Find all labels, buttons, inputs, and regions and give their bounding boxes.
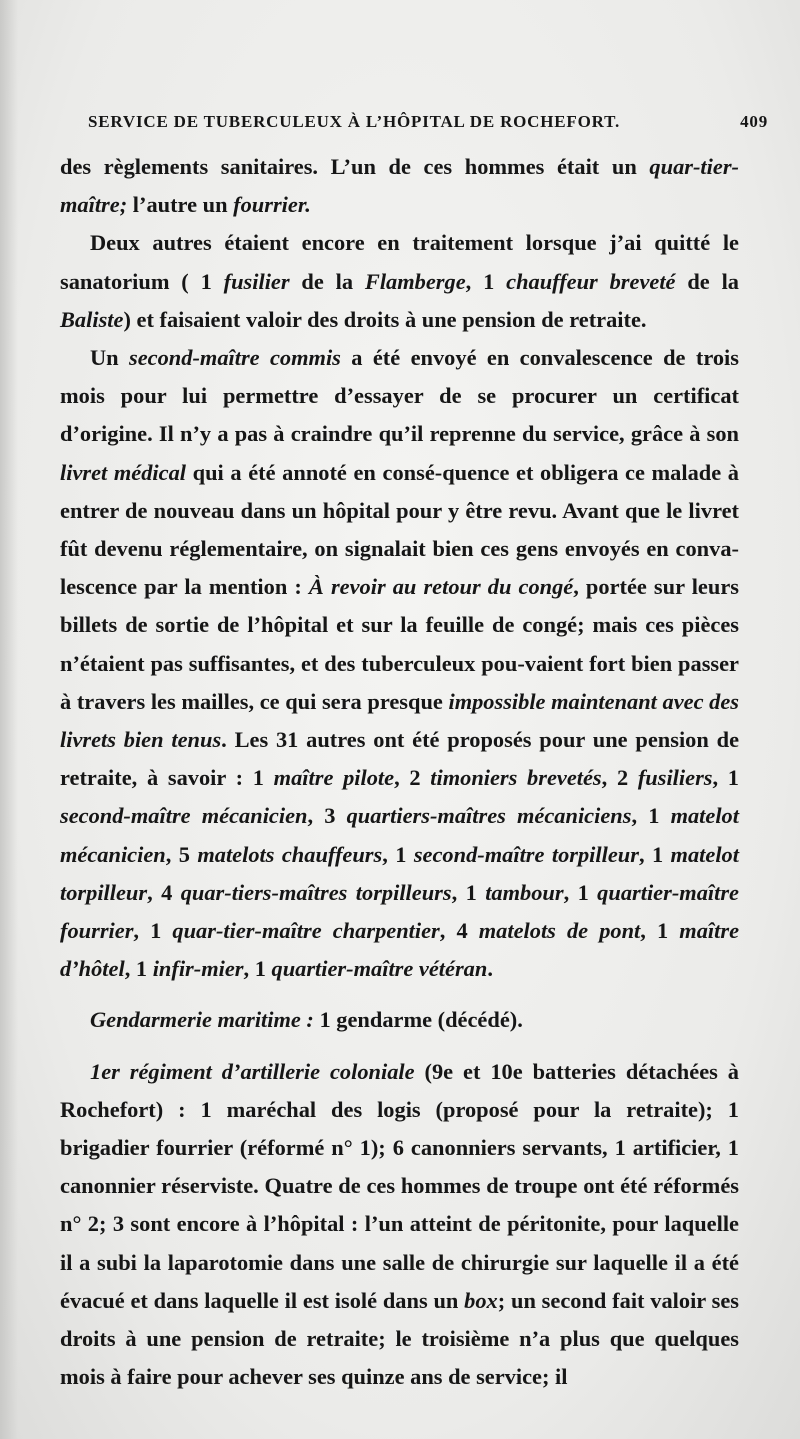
paragraph [60, 1053, 739, 1397]
text-run: , 1 [243, 956, 272, 982]
text-run: , 1 [712, 765, 739, 791]
italic-text: maître pilote [273, 765, 395, 791]
text-run: . Les 31 autres ont été proposés pour une pension de retraite, à savoir : 1 [60, 727, 740, 791]
italic-text: infir-mier [152, 956, 244, 982]
text-run: Un [90, 345, 130, 371]
italic-text: quar-tiers-maîtres torpilleurs [180, 879, 452, 905]
italic-text: box [464, 1287, 498, 1313]
italic-text: quar-tier-maître; [60, 154, 739, 218]
text-run: qui a été annoté en consé-quence et obligera ce malade à entrer de nouveau dans un hôpital pour y être revu. Avant que le livret fût devenu réglementaire, on signalait bien ces gens envoyés en conva-lescence par la mention : [60, 459, 739, 600]
text-run: , portée sur leurs billets de sortie de l’hôpital et sur la feuille de congé; mais ces pièces n’étaient pas suffisantes, et des tuberculeux pou-vaient fort bien passer à travers les mailles, ce qui sera presque [60, 574, 739, 714]
text-run: , 1 [133, 918, 173, 944]
paragraph [60, 339, 739, 988]
text-run: , 4 [147, 879, 181, 905]
paragraph [60, 224, 739, 339]
italic-text: À revoir au retour du congé [308, 574, 574, 600]
text-run: 1 gendarme (décédé). [313, 1007, 523, 1033]
text-run: , 2 [601, 765, 638, 791]
text-run: , 2 [394, 765, 431, 791]
italic-text: livret médical [60, 459, 187, 485]
text-run: , 1 [640, 918, 680, 944]
paragraph [60, 1001, 739, 1039]
italic-text: second-maître torpilleur [413, 841, 639, 867]
text-run: , 5 [165, 841, 198, 867]
body-text [60, 148, 739, 1397]
italic-text: tambour [485, 879, 564, 905]
text-run: (9e et 10e batteries détachées à Rochefort) : 1 maréchal des logis (proposé pour la retraite); 1 brigadier fourrier (réformé n° 1); 6 canonniers servants, 1 artificier, 1 canonnier réserviste. Quatre de ces hommes de troupe ont été réformés n° 2; 3 sont encore à l’hôpital : l’un atteint de péritonite, pour laquelle il a subi la laparotomie dans une salle de chirurgie sur laquelle il a été évacué et dans laquelle il est isolé dans un [60, 1058, 739, 1313]
text-run: , 1 [465, 268, 507, 294]
text-run: , 1 [638, 841, 671, 867]
running-title: SERVICE DE TUBERCULEUX À L’HÔPITAL DE ROCHEFORT. [88, 112, 621, 131]
italic-text: fourrier. [233, 192, 311, 218]
text-run: des règlements sanitaires. L’un de ces hommes était un [60, 154, 650, 179]
text-run: , 1 [382, 841, 414, 867]
text-run: a été envoyé en convalescence de trois mois pour lui permettre d’essayer de se procurer un certificat d’origine. Il n’y a pas à craindre qu’il reprenne du service, grâce à son [60, 345, 739, 447]
italic-text: Baliste [60, 306, 124, 332]
italic-text: quar-tier-maître charpentier [172, 918, 440, 944]
text-run: de la [675, 268, 739, 294]
text-run: , 3 [307, 803, 347, 829]
text-run: , 4 [439, 918, 479, 944]
text-run: ) et faisaient valoir des droits à une pension de retraite. [123, 306, 647, 332]
text-run: l’autre un [127, 192, 234, 218]
italic-text: second-maître commis [129, 345, 341, 371]
italic-text: matelots chauffeurs [197, 841, 383, 867]
text-run: Deux autres étaient encore en traitement lorsque j’ai quitté le sanatorium ( 1 [60, 230, 739, 294]
running-header [88, 112, 768, 136]
italic-text: matelot torpilleur [60, 841, 739, 905]
italic-text: fusilier [223, 268, 290, 294]
text-run: , 1 [124, 956, 153, 982]
italic-text: quartier-maître fourrier [60, 879, 739, 944]
italic-text: quartiers-maîtres mécaniciens [346, 803, 632, 829]
italic-text: Flamberge [364, 268, 466, 294]
italic-text: matelot mécanicien [60, 803, 739, 867]
italic-text: quartier-maître vétéran [271, 956, 488, 982]
paragraph [60, 148, 739, 224]
italic-text: timoniers brevetés [430, 765, 602, 791]
italic-text: impossible maintenant avec des livrets bien tenus [60, 688, 739, 753]
italic-text: matelots de pont [478, 918, 641, 944]
text-run: , 1 [563, 879, 598, 905]
italic-text: fusiliers [637, 765, 713, 791]
italic-text: maître d’hôtel [60, 918, 740, 982]
text-run: , 1 [451, 879, 486, 905]
italic-text: Gendarmerie maritime : [90, 1007, 314, 1033]
text-run: ; un second fait valoir ses droits à une pension de retraite; le troisième n’a plus que quelques mois à faire pour achever ses quinze ans de service; il [60, 1287, 739, 1390]
italic-text: second-maître mécanicien [60, 803, 308, 829]
text-run: de la [289, 268, 365, 294]
italic-text: chauffeur breveté [506, 268, 676, 294]
italic-text: 1er régiment d’artillerie coloniale [90, 1058, 415, 1084]
text-run: , 1 [631, 803, 671, 829]
page-edge-shadow [0, 0, 18, 1439]
page-number: 409 [740, 112, 768, 131]
text-run: . [487, 956, 493, 982]
